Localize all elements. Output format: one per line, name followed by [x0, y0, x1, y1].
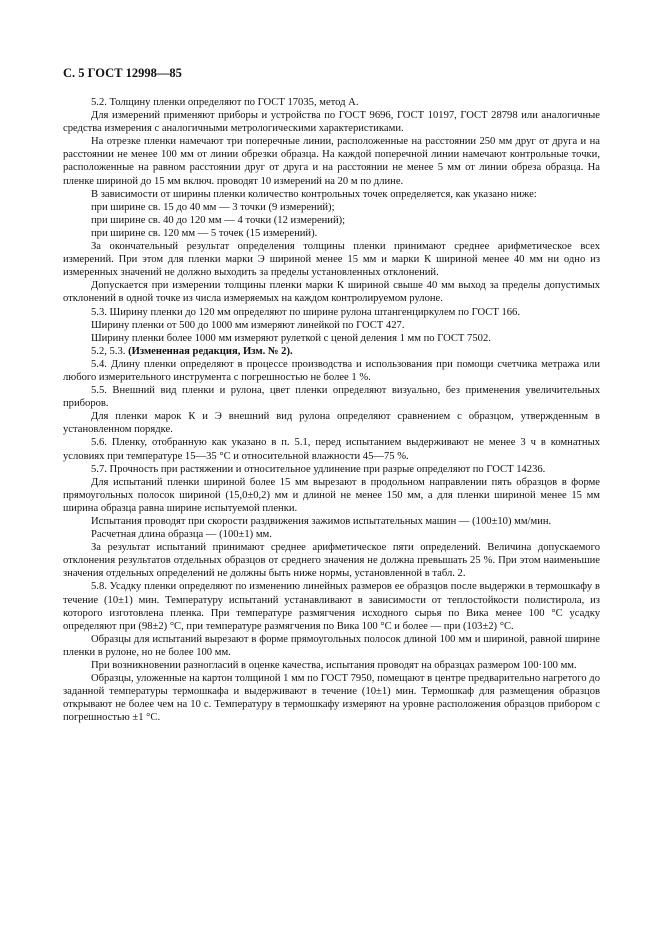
paragraph: [63, 580, 600, 632]
paragraph: [63, 659, 600, 672]
paragraph-text: 5.3. Ширину пленки до 120 мм определяют по ширине рулона штангенциркулем по ГОСТ 166.: [91, 306, 520, 318]
paragraph-text: при ширине св. 40 до 120 мм — 4 точки (12 измерений);: [91, 214, 346, 226]
paragraph-text: При возникновении разногласий в оценке качества, испытания проводят на образцах размером 100·100 мм.: [91, 660, 577, 672]
paragraph: [63, 188, 600, 201]
paragraph-text: На отрезке пленки намечают три поперечные линии, расположенные на расстоянии 250 мм друг от друга и на расстоянии не менее 100 мм от линии обрезки образца. На каждой поперечной линии намечают контрольные точки, расположенные на равном расстоянии друг от друга и на расстоянии не менее 5 мм от линии обреза образца. На пленке шириной до 15 мм включ. проводят 10 измерений на 20 м по длине.: [63, 136, 600, 187]
paragraph-text: 5.7. Прочность при растяжении и относительное удлинение при разрые определяют по ГОСТ 14236.: [91, 463, 546, 475]
paragraph-text: Ширину пленки более 1000 мм измеряют рулеткой с ценой деления 1 мм по ГОСТ 7502.: [91, 332, 491, 344]
paragraph-text: Образцы, уложенные на картон толщиной 1 мм по ГОСТ 7950, помещают в центре предварительно нагретого до заданной температуры термошкафа и выдерживают в течение (10±1) мин. Термошкаф для размещения образцов открывают не более чем на 10 с. Температуру в термошкафу измеряют на уровне расположения образцов прибором с погрешностью ±1 °С.: [63, 673, 600, 724]
paragraph: [63, 633, 600, 659]
list-item: [63, 227, 600, 240]
paragraph-text: при ширине св. 15 до 40 мм — 3 точки (9 измерений);: [91, 201, 335, 213]
page-number: С. 5: [63, 66, 85, 80]
paragraph: [63, 135, 600, 187]
page-header: [63, 66, 182, 81]
paragraph: [63, 109, 600, 135]
paragraph: [63, 384, 600, 410]
paragraph-text: 5.8. Усадку пленки определяют по изменению линейных размеров ее образцов после выдержки в термошкафу в течение (10±1) мин. Температуру испытаний устанавливают в зависимости от теплостойкости полистирола, из которого изготовлена пленка. При температуре размягчения исходного сырья по Вика менее 100 °С усадку определяют при (98±2) °С, при температуре размягчения по Вика 100 °С и более — при (103±2) °С.: [63, 581, 600, 632]
paragraph: [63, 240, 600, 279]
paragraph: [63, 319, 600, 332]
paragraph-text: 5.5. Внешний вид пленки и рулона, цвет пленки определяют визуально, без применения увеличительных приборов.: [63, 385, 600, 410]
standard-code: ГОСТ 12998—85: [87, 66, 182, 80]
paragraph: [63, 332, 600, 345]
paragraph: [63, 476, 600, 515]
paragraph-text: Ширину пленки от 500 до 1000 мм измеряют линейкой по ГОСТ 427.: [91, 319, 405, 331]
amendment-note: (Измененная редакция, Изм. № 2).: [128, 345, 293, 357]
paragraph-text: Для пленки марок К и Э внешний вид рулона определяют сравнением с образцом, утвержденным в установленном порядке.: [63, 411, 600, 436]
paragraph: [63, 96, 600, 109]
paragraph-text: Испытания проводят при скорости раздвижения зажимов испытательных машин — (100±10) мм/мин.: [91, 516, 552, 527]
paragraph-text: За результат испытаний принимают среднее арифметическое пяти определений. Величина допускаемого отклонения результатов отдельных образцов от среднего значения не должна превышать 25 %. При этом наименьшие значения отдельных определений не должны быть ниже нормы, установленной в табл. 2.: [63, 542, 600, 580]
paragraph-text: 5.4. Длину пленки определяют в процессе производства и использования при помощи счетчика метража или любого измерительного инструмента с погрешностью не более 1 %.: [63, 358, 600, 383]
paragraph-text: В зависимости от ширины пленки количество контрольных точек определяется, как указано ниже:: [91, 188, 537, 200]
list-item: [63, 214, 600, 227]
paragraph: [63, 463, 600, 476]
paragraph-text: 5.2, 5.3.: [91, 345, 129, 357]
paragraph: [63, 436, 600, 462]
paragraph-text: Образцы для испытаний вырезают в форме прямоугольных полосок длиной 100 мм и шириной, равной ширине пленки в рулоне, но не более 100 мм.: [63, 633, 600, 658]
paragraph: [63, 410, 600, 436]
paragraph-text: Расчетная длина образца — (100±1) мм.: [91, 529, 272, 541]
document-body: [63, 96, 600, 725]
paragraph-text: Для измерений применяют приборы и устройства по ГОСТ 9696, ГОСТ 10197, ГОСТ 28798 или аналогичные средства измерения с аналогичными метрологическими характеристиками.: [63, 110, 600, 135]
paragraph-text: Допускается при измерении толщины пленки марки К шириной свыше 40 мм выход за пределы допустимых отклонений в одной точке из числа измеряемых на каждом контролируемом рулоне.: [63, 280, 600, 305]
paragraph: [63, 306, 600, 319]
paragraph-text: За окончательный результат определения толщины пленки принимают среднее арифметическое всех измерений. При этом для пленки марки Э шириной менее 15 мм и марки К шириной менее 40 мм ни одно из измеренных значений не должно выходить за пределы установленных отклонений.: [63, 241, 600, 279]
paragraph: [63, 541, 600, 580]
paragraph: [63, 528, 600, 541]
paragraph-text: Для испытаний пленки шириной более 15 мм вырезают в продольном направлении пять образцов в форме прямоугольных полосок шириной (15,0±0,2) мм и длиной не менее 150 мм, а для пленки шириной менее 15 мм ширина образца равна ширине испытуемой пленки.: [63, 476, 600, 514]
paragraph-text: 5.6. Пленку, отобранную как указано в п. 5.1, перед испытанием выдерживают не менее 3 ч в комнатных условиях при температуре 15—35 °С и относительной влажности 45—75 %.: [63, 437, 600, 462]
paragraph: [63, 345, 600, 358]
paragraph: [63, 358, 600, 384]
list-item: [63, 201, 600, 214]
paragraph: [63, 515, 600, 528]
paragraph-text: при ширине св. 120 мм — 5 точек (15 измерений).: [91, 227, 318, 239]
paragraph: [63, 279, 600, 305]
paragraph: [63, 672, 600, 724]
paragraph-text: 5.2. Толщину пленки определяют по ГОСТ 17035, метод А.: [91, 97, 359, 108]
